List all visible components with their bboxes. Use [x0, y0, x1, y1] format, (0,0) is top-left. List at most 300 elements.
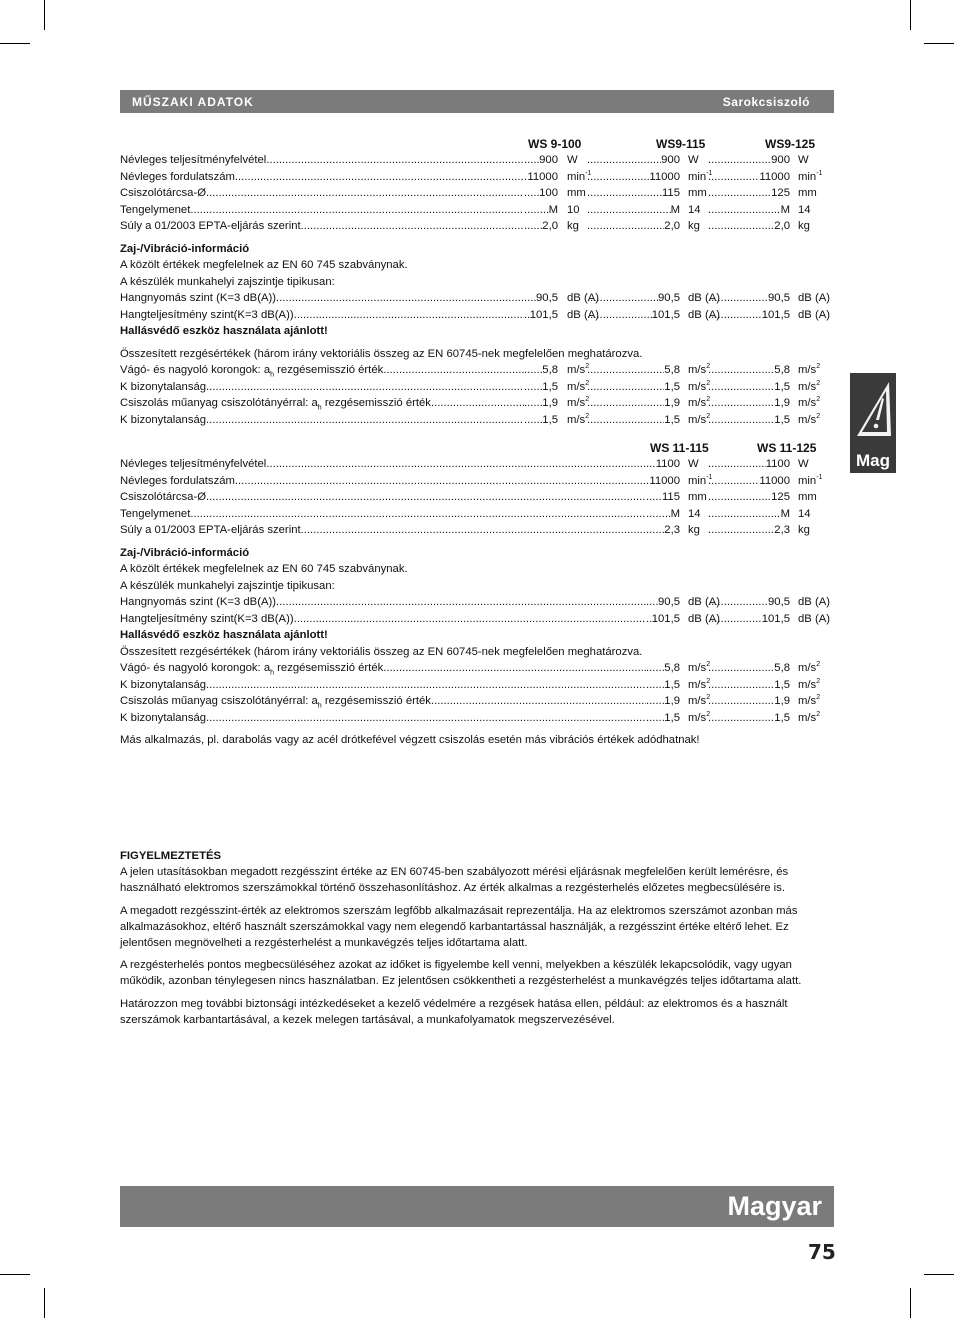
spec-value: 101,5 [651, 612, 680, 625]
spec-value-cell [587, 362, 680, 379]
leader-dots [524, 362, 542, 379]
vibration-intro: Összesített rezgésértékek (három irány vektoriális összeg az EN 60745-nek megfelelően meghatározva. [120, 347, 643, 360]
spec-value-cell [524, 218, 558, 235]
spec-label [120, 489, 646, 506]
spec-value-cell [708, 185, 790, 202]
vibration-table-2 [120, 660, 834, 726]
leader-dots [587, 218, 664, 235]
unit: dB (A) [688, 308, 721, 321]
leader-dots [708, 710, 774, 727]
spec-unit-cell [688, 456, 699, 473]
spec-row [120, 473, 834, 490]
spec-row [120, 710, 834, 727]
spec-unit-cell [798, 660, 820, 677]
spec-value-cell [587, 202, 680, 219]
unit-exponent: 2 [706, 661, 711, 668]
crop-mark [0, 43, 30, 44]
spec-label-text: Vágó- és nagyoló korongok: $a_h$ rezgésemisszió érték [120, 662, 384, 677]
leader-dots [708, 489, 771, 506]
leader-dots [646, 522, 664, 539]
spec-value: 1,5 [542, 380, 558, 393]
spec-unit-cell [567, 395, 589, 412]
spec-unit-cell [798, 473, 822, 490]
spec-label-text: Névleges teljesítményfelvétel [120, 458, 267, 470]
spec-value-cell [587, 290, 680, 307]
spec-value: 1,5 [664, 380, 680, 393]
spec-value-cell [587, 169, 680, 186]
unit: $m/s^2$ [798, 379, 821, 393]
spec-unit-cell [798, 522, 810, 539]
spec-row [120, 594, 834, 611]
spec-value-cell [646, 456, 680, 473]
unit-exponent: 2 [816, 412, 821, 420]
spec-label [120, 290, 524, 307]
unit-exponent: 2 [706, 396, 711, 403]
spec-value: M [670, 203, 680, 216]
spec-value: 100 [539, 187, 558, 199]
spec-value: 90,5 [768, 292, 790, 304]
section-header [120, 90, 834, 113]
spec-unit-cell [798, 169, 822, 186]
spec-row [120, 677, 834, 694]
spec-value-cell [708, 522, 790, 539]
model-name: WS 11-125 [757, 441, 817, 455]
spec-value: 125 [771, 491, 790, 503]
unit-exponent: 2 [816, 677, 821, 685]
spec-value-cell [708, 611, 790, 628]
spec-label-text: Súly a 01/2003 EPTA-eljárás szerint. [120, 220, 304, 232]
leader-dots [524, 395, 542, 412]
spec-value: 101,5 [761, 308, 790, 321]
unit: dB (A) [688, 292, 721, 304]
model-name: WS 11-115 [650, 441, 709, 455]
leader-dots [587, 379, 664, 396]
spec-unit-cell [798, 218, 810, 235]
spec-value: 900 [771, 154, 790, 166]
spec-value-cell [587, 395, 680, 412]
spec-label-text: K bizonytalanság [120, 380, 207, 393]
spec-table-1 [120, 152, 834, 235]
crop-mark [910, 0, 911, 30]
spec-value: 1,5 [774, 380, 790, 393]
spec-value: 1,5 [774, 413, 790, 426]
spec-value-cell [587, 307, 680, 324]
spec-unit-cell [798, 362, 820, 379]
leader-dots [708, 218, 774, 235]
spec-row [120, 169, 834, 186]
unit-exponent: 2 [585, 396, 590, 403]
leader-dots [524, 152, 539, 169]
unit: $m/s^2$ [567, 379, 590, 393]
spec-value: 90,5 [658, 292, 680, 304]
noise-line: A készülék munkahelyi zajszintje tipikusan: [120, 579, 335, 592]
leader-dots [524, 379, 542, 396]
noise-title: Zaj-/Vibráció-információ [120, 546, 250, 559]
spec-value: 900 [539, 154, 558, 166]
spec-value-cell [708, 456, 790, 473]
spec-value: M [670, 507, 680, 520]
spec-label-text: K bizonytalanság [120, 711, 207, 724]
spec-value: 1,5 [664, 413, 680, 426]
unit: $m/s^2$ [688, 710, 711, 724]
unit: mm [688, 187, 707, 199]
leader-dots [708, 693, 774, 710]
spec-value-cell [587, 218, 680, 235]
unit: dB (A) [567, 292, 600, 304]
spec-value-cell [708, 710, 790, 727]
unit: $m/s^2$ [798, 710, 821, 724]
unit-exponent: 2 [816, 694, 821, 701]
unit-exponent: 2 [585, 363, 590, 370]
leader-dots [708, 506, 781, 523]
spec-value-cell [708, 489, 790, 506]
leader-dots [276, 290, 524, 307]
unit: $\min^{-1}$ [798, 169, 823, 183]
unit-exponent: -1 [816, 473, 823, 481]
unit: 14 [798, 203, 811, 216]
unit: mm [798, 187, 817, 199]
spec-label [120, 307, 524, 324]
spec-unit-cell [798, 379, 820, 396]
leader-dots [587, 290, 658, 307]
spec-label-text: Hangnyomás szint (K=3 dB(A)) [120, 292, 277, 304]
spec-value: 11000 [649, 474, 680, 487]
spec-unit-cell [567, 379, 589, 396]
spec-content [120, 136, 834, 749]
unit: $m/s^2$ [688, 396, 711, 409]
unit-exponent: 2 [816, 379, 821, 387]
noise-table-2 [120, 594, 834, 627]
unit: $m/s^2$ [798, 661, 821, 674]
noise-line: A készülék munkahelyi zajszintje tipikusan: [120, 275, 335, 288]
spec-unit-cell [688, 710, 710, 727]
spec-unit-cell [798, 489, 817, 506]
spec-value-cell [646, 473, 680, 490]
spec-unit-cell [688, 660, 710, 677]
spec-unit-cell [798, 693, 820, 710]
spec-value: 11000 [759, 170, 790, 183]
leader-dots [708, 473, 759, 490]
leader-dots [206, 412, 524, 429]
spec-unit-cell [567, 362, 589, 379]
leader-dots [206, 379, 524, 396]
spec-value: 5,8 [774, 364, 790, 376]
spec-value: 2,0 [774, 220, 790, 232]
unit: kg [688, 220, 700, 232]
unit-exponent: 2 [706, 694, 711, 701]
spec-value-cell [708, 473, 790, 490]
leader-dots [708, 412, 774, 429]
spec-label-text: Tengelymenet [120, 203, 191, 216]
subscript: h [270, 371, 275, 379]
unit: $m/s^2$ [567, 412, 590, 426]
crop-mark [0, 1274, 30, 1275]
spec-value-cell [708, 395, 790, 412]
spec-value-cell [708, 169, 790, 186]
leader-dots [646, 594, 658, 611]
leader-dots [524, 290, 536, 307]
spec-row [120, 522, 834, 539]
spec-row [120, 307, 834, 324]
subscript: h [317, 404, 322, 412]
spec-value-cell [646, 677, 680, 694]
spec-label-text: K bizonytalanság [120, 678, 207, 691]
unit: W [567, 154, 578, 166]
unit: dB (A) [798, 292, 831, 304]
spec-unit-cell [798, 677, 820, 694]
spec-value-cell [587, 152, 680, 169]
spec-value-cell [708, 677, 790, 694]
spec-value-cell [646, 489, 680, 506]
model-name: WS 9-100 [528, 137, 582, 151]
spec-label [120, 412, 524, 429]
leader-dots [646, 710, 664, 727]
crop-mark [910, 1288, 911, 1318]
spec-value-cell [646, 594, 680, 611]
spec-row [120, 693, 834, 710]
spec-value-cell [646, 660, 680, 677]
unit-exponent: -1 [816, 169, 823, 177]
unit-exponent: 2 [816, 710, 821, 718]
leader-dots [294, 307, 524, 324]
unit: mm [567, 187, 586, 199]
warning-section [120, 848, 834, 1034]
unit: $m/s^2$ [798, 677, 821, 691]
leader-dots [708, 307, 762, 324]
unit-exponent: 2 [706, 710, 711, 718]
spec-label [120, 218, 524, 235]
unit: $\min^{-1}$ [798, 473, 823, 487]
leader-dots [646, 489, 662, 506]
spec-value-cell [587, 185, 680, 202]
spec-value: 1,9 [664, 695, 680, 707]
spec-label-text: Vágó- és nagyoló korongok: $a_h$ rezgésemisszió érték [120, 364, 384, 379]
unit: dB (A) [798, 308, 831, 321]
spec-value-cell [524, 412, 558, 429]
spec-value-cell [708, 506, 790, 523]
leader-dots [524, 185, 539, 202]
leader-dots [294, 611, 646, 628]
spec-row [120, 506, 834, 523]
spec-value: 1,5 [664, 711, 680, 724]
spec-label [120, 379, 524, 396]
spec-value-cell [708, 362, 790, 379]
spec-value: 11000 [759, 474, 790, 487]
spec-value-cell [708, 594, 790, 611]
unit: W [798, 458, 809, 470]
spec-unit-cell [688, 677, 710, 694]
spec-value: 101,5 [761, 612, 790, 625]
leader-dots [708, 660, 774, 677]
unit: $\min^{-1}$ [688, 473, 713, 487]
unit: mm [688, 491, 707, 503]
spec-value: 2,0 [664, 220, 680, 232]
spec-unit-cell [688, 218, 700, 235]
crop-mark [924, 1274, 954, 1275]
spec-value-cell [646, 611, 680, 628]
spec-value-cell [524, 379, 558, 396]
leader-dots [708, 594, 768, 611]
spec-value: 1,9 [664, 397, 680, 409]
spec-value-cell [587, 412, 680, 429]
spec-label-text: Névleges fordulatszám [120, 170, 235, 183]
model-name: WS9-115 [656, 137, 706, 151]
spec-label [120, 522, 646, 539]
spec-value: 1,9 [542, 397, 558, 409]
noise-line: A közölt értékek megfelelnek az EN 60 745 szabványnak. [120, 563, 408, 575]
unit: kg [798, 220, 810, 232]
leader-dots [646, 693, 664, 710]
unit: kg [688, 524, 700, 536]
spec-value-cell [524, 395, 558, 412]
leader-dots [587, 152, 661, 169]
unit-exponent: 2 [585, 379, 590, 387]
spec-row [120, 660, 834, 677]
spec-value-cell [708, 290, 790, 307]
crop-mark [924, 43, 954, 44]
language-footer-bar [120, 1186, 834, 1227]
spec-unit-cell [688, 395, 710, 412]
spec-unit-cell [688, 379, 710, 396]
spec-row [120, 362, 834, 379]
spec-label [120, 169, 524, 186]
leader-dots [587, 169, 649, 186]
spec-value-cell [524, 362, 558, 379]
spec-label-text: Hangteljesítmény szint(K=3 dB(A)) [120, 308, 294, 321]
leader-dots [708, 169, 759, 186]
spec-unit-cell [688, 412, 710, 429]
unit: dB (A) [688, 596, 721, 608]
leader-dots [708, 290, 768, 307]
spec-unit-cell [798, 307, 830, 324]
vibration-intro: Összesített rezgésértékek (három irány vektoriális összeg az EN 60745-nek megfelelően meghatározva. [120, 645, 643, 658]
spec-value-cell [646, 710, 680, 727]
spec-unit-cell [688, 152, 699, 169]
leader-dots [708, 202, 781, 219]
unit: kg [798, 524, 810, 536]
spec-unit-cell [567, 202, 580, 219]
unit: 14 [688, 203, 701, 216]
unit: W [688, 154, 699, 166]
unit: $m/s^2$ [567, 363, 590, 376]
spec-value-cell [708, 218, 790, 235]
language-tab-label: Mag [856, 451, 890, 470]
spec-value: 1100 [655, 458, 680, 470]
leader-dots [708, 152, 771, 169]
spec-unit-cell [688, 489, 707, 506]
leader-dots [708, 456, 766, 473]
spec-unit-cell [688, 362, 710, 379]
noise-line: A közölt értékek megfelelnek az EN 60 745 szabványnak. [120, 259, 408, 271]
unit: $m/s^2$ [688, 363, 711, 376]
warning-paragraph: A rezgésterhelés pontos megbecsüléséhez azokat az időket is figyelembe kell venni, melyekben a készülék lekapcsolódik, vagy ugyan működik, azonban ténylegesen nincs használatban. Ez jelentősen csökkentheti a rezgésterhelést a munkavégzés teljes időtartama alatt. [120, 959, 802, 988]
spec-value: 5,8 [774, 662, 790, 674]
spec-value-cell [524, 169, 558, 186]
leader-dots [587, 395, 664, 412]
leader-dots [646, 677, 664, 694]
spec-value: 1100 [765, 458, 790, 470]
spec-label-text: Csiszolótárcsa-Ø [120, 187, 207, 199]
header-product: Sarokcsiszoló [722, 95, 810, 109]
spec-row [120, 456, 834, 473]
unit-exponent: 2 [816, 396, 821, 403]
spec-value-cell [708, 412, 790, 429]
spec-unit-cell [798, 456, 809, 473]
spec-value: 2,3 [664, 524, 680, 536]
unit: $\min^{-1}$ [567, 169, 592, 183]
subscript: h [270, 669, 275, 677]
unit: W [798, 154, 809, 166]
unit: 10 [567, 203, 580, 216]
spec-label [120, 185, 524, 202]
spec-value-cell [524, 185, 558, 202]
unit: mm [798, 491, 817, 503]
unit: 14 [688, 507, 701, 520]
unit: $m/s^2$ [798, 363, 821, 376]
leader-dots [206, 489, 646, 506]
unit: $m/s^2$ [798, 412, 821, 426]
unit-exponent: 2 [706, 363, 711, 370]
spec-unit-cell [798, 611, 830, 628]
unit-exponent: 2 [706, 412, 711, 420]
spec-value: 11000 [649, 170, 680, 183]
ear-protection-warning: Hallásvédő eszköz használata ajánlott! [120, 629, 328, 641]
unit: $m/s^2$ [567, 396, 590, 409]
spec-value: 125 [771, 187, 790, 199]
spec-unit-cell [567, 152, 578, 169]
spec-value-cell [646, 522, 680, 539]
unit: kg [567, 220, 579, 232]
spec-value-cell [708, 379, 790, 396]
leader-dots [524, 412, 542, 429]
leader-dots [587, 362, 664, 379]
leader-dots [206, 710, 646, 727]
spec-value: 90,5 [536, 292, 558, 304]
spec-label [120, 456, 646, 473]
spec-value: 90,5 [768, 596, 790, 608]
unit: dB (A) [688, 612, 721, 625]
spec-value-cell [524, 202, 558, 219]
unit: $m/s^2$ [688, 694, 711, 707]
spec-row [120, 152, 834, 169]
leader-dots [587, 202, 671, 219]
spec-value: M [780, 507, 790, 520]
leader-dots [587, 185, 662, 202]
spec-label [120, 473, 646, 490]
spec-unit-cell [798, 202, 811, 219]
leader-dots [266, 152, 524, 169]
spec-unit-cell [688, 202, 701, 219]
spec-value-cell [524, 152, 558, 169]
spec-label-text: Névleges teljesítményfelvétel [120, 154, 267, 166]
leader-dots [235, 473, 646, 490]
vibration-table-1 [120, 362, 834, 428]
warning-paragraph: A jelen utasításokban megadott rezgésszint értéke az EN 60745-ben szabályozott mérési eljárásnak megfelelően került lemérésre, és használható elektromos szerszámokkal történő összehasonlításhoz. Az érték alkalmas a rezgésterhelés előzetes megbecsülésére is. [120, 866, 789, 895]
spec-label [120, 202, 524, 219]
model-header-1 [120, 136, 834, 152]
spec-unit-cell [688, 185, 707, 202]
spec-value-cell [524, 290, 558, 307]
spec-value: 5,8 [664, 364, 680, 376]
spec-value-cell [708, 202, 790, 219]
leader-dots [646, 660, 664, 677]
unit: $m/s^2$ [688, 677, 711, 691]
model-header-2 [120, 440, 834, 456]
spec-label [120, 677, 646, 694]
leader-dots [266, 456, 646, 473]
unit: $m/s^2$ [798, 694, 821, 707]
leader-dots [304, 522, 646, 539]
